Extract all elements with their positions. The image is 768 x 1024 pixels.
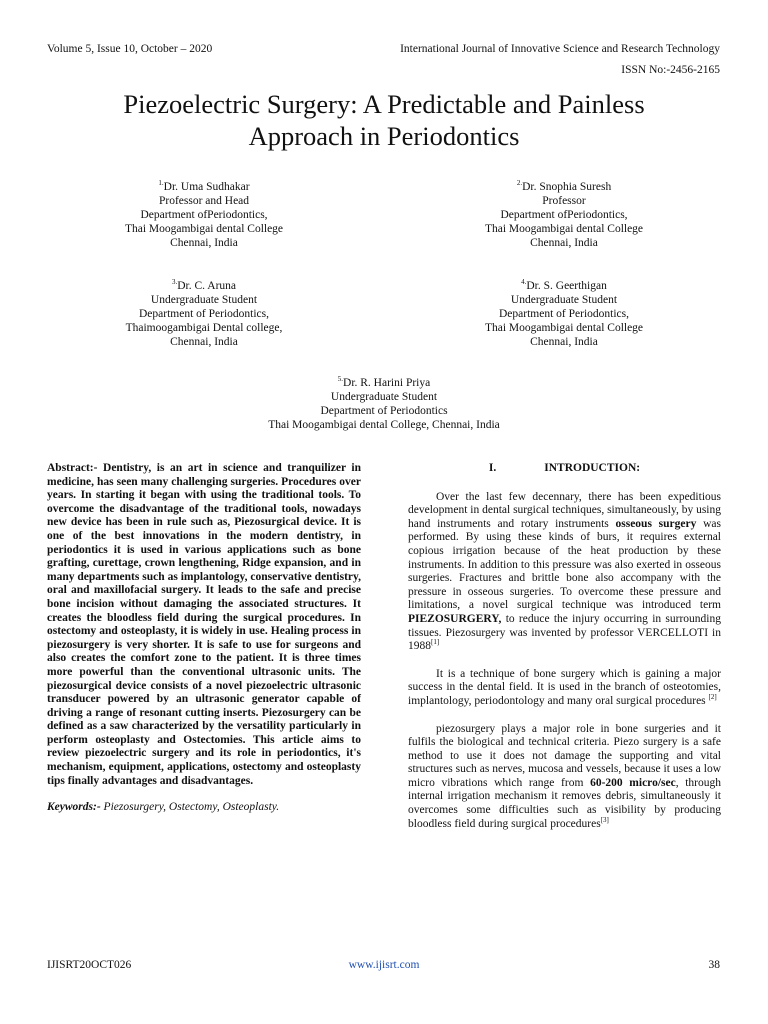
p1-bold-osseous: osseous surgery <box>615 517 697 530</box>
author-4-name: Dr. S. Geerthigan <box>526 280 607 292</box>
author-2-name: Dr. Snophia Suresh <box>522 181 612 193</box>
p1-text-e: to reduce the injury occurring in surrounding tissues. Piezosurgery was invented by professor VERCELLOTI in 1988 <box>408 612 721 653</box>
author-block-3 <box>84 279 324 349</box>
author-2-dept: Department ofPeriodontics, <box>500 209 628 221</box>
keywords-label: Keywords:- <box>47 801 101 814</box>
author-4-dept: Department of Periodontics, <box>499 308 629 320</box>
author-2-city: Chennai, India <box>530 237 598 249</box>
citation-ref-3: [3] <box>600 815 609 824</box>
section-heading-introduction <box>408 462 721 476</box>
header-journal: International Journal of Innovative Science and Research Technology <box>400 43 720 55</box>
author-block-4 <box>444 279 684 349</box>
author-5-college: Thai Moogambigai dental College, Chennai, India <box>268 419 500 431</box>
author-1-city: Chennai, India <box>170 237 238 249</box>
author-5-role: Undergraduate Student <box>330 391 438 403</box>
author-block-5 <box>184 376 584 432</box>
p1-text-c: was performed. By using these kinds of burs, it requires external copious irrigation because of the heat production by these instruments. In addition to this pressure was also exerted in osseous surgeries. Fractures and brittle bone also accompany with the pressure in osseous surgeries. To overcome these pressure and limitations, a novel surgical technique was introduced term <box>408 517 721 612</box>
intro-paragraph-1 <box>408 491 721 654</box>
footer-website-link[interactable]: www.ijisrt.com <box>348 959 420 971</box>
author-3-city: Chennai, India <box>170 336 238 348</box>
author-block-2 <box>444 180 684 250</box>
title-line-2: Approach in Periodontics <box>248 121 520 151</box>
author-5-number: 5. <box>337 375 344 384</box>
author-4-city: Chennai, India <box>530 336 598 348</box>
intro-paragraph-3 <box>408 723 721 832</box>
p3-text-a: piezosurgery plays a major role in bone surgeries and it fulfils the biological and technical criteria. Piezo surgery is a safe method to use it does not damage the supporting and vital structures such as nerves, mucosa and vessels, because it uses a low micro vibrations which range from <box>408 722 721 789</box>
author-5-dept: Department of Periodontics <box>320 405 448 417</box>
right-column <box>408 462 721 845</box>
paper-title <box>0 88 768 152</box>
author-3-role: Undergraduate Student <box>150 294 258 306</box>
author-4-role: Undergraduate Student <box>510 294 618 306</box>
header-volume: Volume 5, Issue 10, October – 2020 <box>47 43 213 55</box>
p3-bold-frequency: 60-200 micro/sec <box>590 776 676 789</box>
author-block-1 <box>84 180 324 250</box>
author-1-name: Dr. Uma Sudhakar <box>163 181 250 193</box>
author-1-number: 1. <box>158 179 164 188</box>
author-3-college: Thaimoogambigai Dental college, <box>125 322 283 334</box>
author-1-dept: Department ofPeriodontics, <box>140 209 268 221</box>
author-4-college: Thai Moogambigai dental College <box>484 322 644 334</box>
title-line-1: Piezoelectric Surgery: A Predictable and Painless <box>123 89 645 119</box>
author-5-name: Dr. R. Harini Priya <box>343 377 431 389</box>
p1-bold-piezosurgery: PIEZOSURGERY, <box>408 612 502 625</box>
section-title: INTRODUCTION: <box>544 462 641 474</box>
author-4-number: 4. <box>521 278 527 287</box>
author-3-name: Dr. C. Aruna <box>177 280 237 292</box>
author-2-role: Professor <box>542 195 586 207</box>
keywords <box>47 801 361 815</box>
header-issn: ISSN No:-2456-2165 <box>621 64 720 76</box>
left-column <box>47 462 361 815</box>
author-1-college: Thai Moogambigai dental College <box>124 223 284 235</box>
author-3-number: 3. <box>171 278 178 287</box>
section-number: I. <box>488 462 497 474</box>
author-2-number: 2. <box>516 179 523 188</box>
keywords-text: Piezosurgery, Ostectomy, Osteoplasty. <box>103 801 280 814</box>
author-2-college: Thai Moogambigai dental College <box>484 223 644 235</box>
author-3-dept: Department of Periodontics, <box>139 308 269 320</box>
citation-ref-1: [1] <box>431 638 440 647</box>
citation-ref-2: [2] <box>708 693 717 702</box>
abstract-text: Abstract:- Dentistry, is an art in science and tranquilizer in medicine, has seen many challenging surgeries. Procedures over years. In starting it began with using the traditional tools. To overcome the disadvantage of the traditional tools, nowadays new device has been in rule such as, Piezosurgical device. It is one of the best innovations in the modern dentistry, in periodontics it is used in various applications such as bone grafting, curettage, crown lengthening, Ridge expansion, and in many departments such as implantology, conservative dentistry, oral and maxillofacial surgery. It leads to the safe and precise bone incision without damaging the associated structures. It creates the bloodless field during the surgical procedures. In ostectomy and osteoplasty, it is widely in use. Healing process in piezosurgery is very shorter. It is safe to use for surgeons and also creates the comfort zone to the patient. It is three times more powerful than the conventional ultrasonic units. The piezosurgical device consists of a novel piezoelectric ultrasonic transducer powered by an ultrasonic generator capable of driving a range of resonant cutting inserts. Piezosurgery can be defined as a saw characterized by the versatility particularly in perform osteoplasty and Ostectomies. This article aims to review piezoelectric surgery and its role in periodontics, it's mechanism, equipment, applications, ostectomy and osteoplasty tips finally advantages and disadvantages. <box>47 462 361 787</box>
author-1-role: Professor and Head <box>158 195 250 207</box>
footer-article-id: IJISRT20OCT026 <box>47 959 132 971</box>
p2-text: It is a technique of bone surgery which is gaining a major success in the dental field. It is used in the branch of osteotomies, implantology, periodontology and many oral surgical procedures <box>408 667 721 707</box>
intro-paragraph-2 <box>408 668 721 709</box>
p1-text-a: Over the last few decennary, there has been expeditious development in dental surgical techniques, simultaneously, by using hand instruments and rotary instruments <box>408 490 721 530</box>
p3-text-c: , through internal irrigation mechanism it removes debris, simultaneously it overcomes some difficulties such as visibility by producing bloodless field during surgical procedures <box>408 776 722 830</box>
footer-page-number: 38 <box>708 959 720 971</box>
